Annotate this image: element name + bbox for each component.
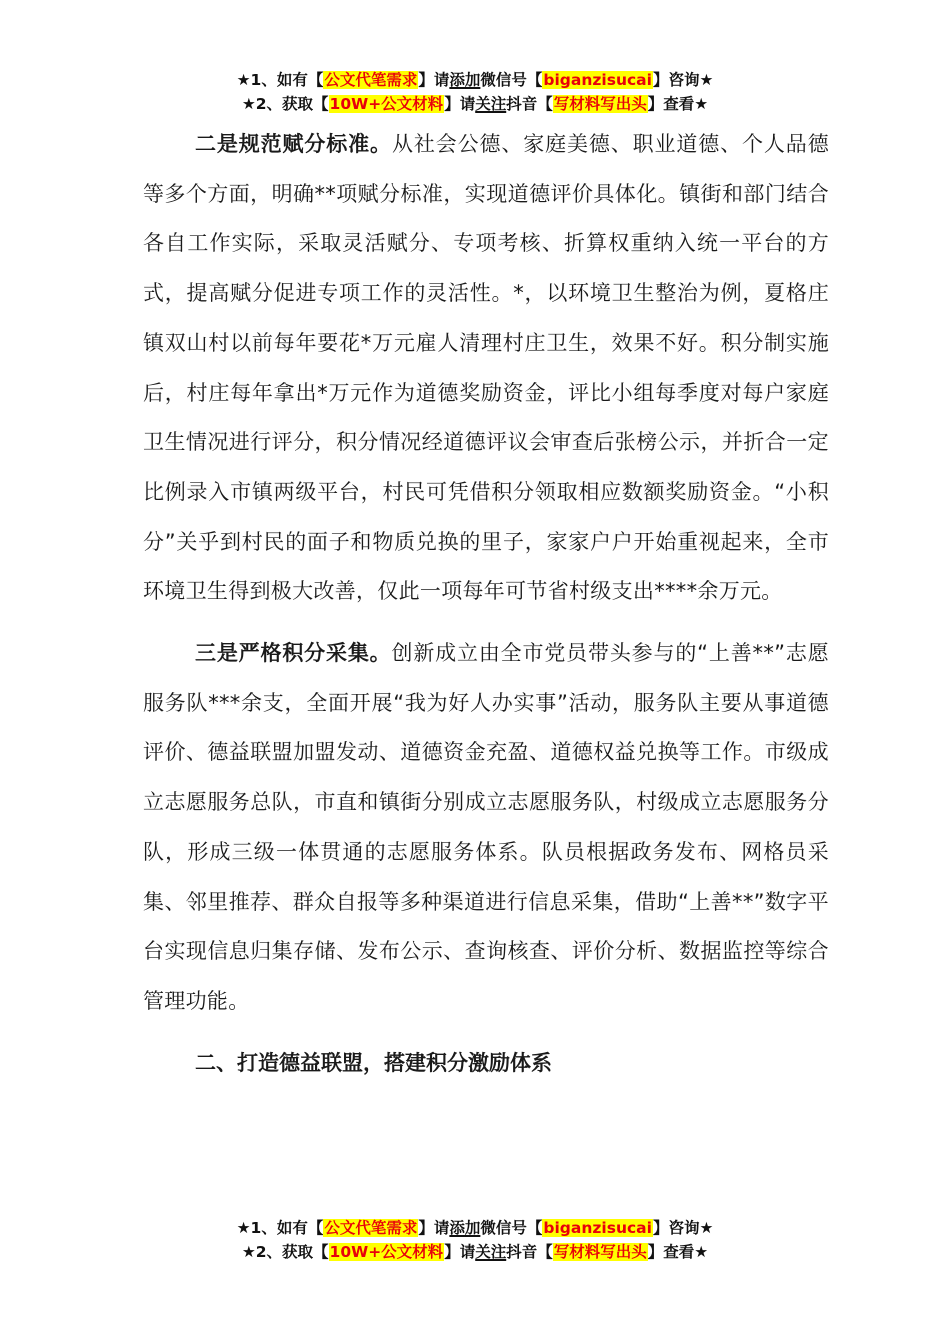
document-body [143,120,829,1088]
emphasis-text: 添加 [449,71,481,89]
paragraph-lead: 二是规范赋分标准。 [195,132,392,156]
paragraph-scoring-standards [143,120,829,617]
highlight-wechat-id: biganzisucai [543,1219,652,1237]
highlight-douyin-id: 写材料写出头 [553,1243,647,1261]
banner-text: 】请 [444,1243,476,1261]
banner-text: 】请 [418,71,450,89]
emphasis-text: 添加 [449,1219,481,1237]
paragraph-text: 创新成立由全市党员带头参与的“上善**”志愿服务队***余支，全面开展“我为好人办实事”活动，服务队主要从事道德评价、德益联盟加盟发动、道德资金充盈、道德权益兑换等工作。市级成立志愿服务总队，市直和镇街分别成立志愿服务队，村级成立志愿服务分队，形成三级一体贯通的志愿服务体系。队员根据政务发布、网格员采集、邻里推荐、群众自报等多种渠道进行信息采集，借助“上善**”数字平台实现信息归集存储、发布公示、查询核查、评价分析、数据监控等综合管理功能。 [143,641,830,1013]
paragraph-lead: 三是严格积分采集。 [195,641,392,666]
emphasis-text: 关注 [475,95,507,113]
banner-text: 抖音【 [506,1243,553,1261]
banner-text: 】请 [444,95,476,113]
highlight-service: 公文代笔需求 [324,1219,418,1237]
highlight-wechat-id: biganzisucai [543,71,652,89]
banner-text: ★1、如有【 [236,1219,324,1237]
banner-line-1 [0,1216,950,1240]
highlight-service: 公文代笔需求 [324,71,418,89]
banner-text: 微信号【 [480,1219,543,1237]
footer-banner [0,1216,950,1264]
header-banner [0,68,950,116]
banner-line-2 [0,1240,950,1264]
banner-text: 】请 [418,1219,450,1237]
banner-text: ★1、如有【 [236,71,324,89]
highlight-douyin-id: 写材料写出头 [553,95,647,113]
banner-line-1 [0,68,950,92]
banner-text: 微信号【 [480,71,543,89]
banner-text: 】咨询★ [652,1219,714,1237]
banner-text: ★2、获取【 [241,1243,329,1261]
banner-text: 】咨询★ [652,71,714,89]
banner-text: 】查看★ [647,1243,709,1261]
section-heading: 二、打造德益联盟，搭建积分激励体系 [195,1050,552,1075]
highlight-materials: 10W+公文材料 [329,95,444,113]
banner-text: 抖音【 [506,95,553,113]
banner-text: ★2、获取【 [241,95,329,113]
paragraph-text: 从社会公德、家庭美德、职业道德、个人品德等多个方面，明确**项赋分标准，实现道德评价具体化。镇街和部门结合各自工作实际，采取灵活赋分、专项考核、折算权重纳入统一平台的方式，提高赋分促进专项工作的灵活性。*，以环境卫生整治为例，夏格庄镇双山村以前每年要花*万元雇人清理村庄卫生，效果不好。积分制实施后，村庄每年拿出*万元作为道德奖励资金，评比小组每季度对每户家庭卫生情况进行评分，积分情况经道德评议会审查后张榜公示，并折合一定比例录入市镇两级平台，村民可凭借积分领取相应数额奖励资金。“小积分”关乎到村民的面子和物质兑换的里子，家家户户开始重视起来，全市环境卫生得到极大改善，仅此一项每年可节省村级支出****余万元。 [143,132,829,604]
emphasis-text: 关注 [475,1243,507,1261]
paragraph-points-collection [143,629,829,1027]
highlight-materials: 10W+公文材料 [329,1243,444,1261]
banner-line-2 [0,92,950,116]
banner-text: 】查看★ [647,95,709,113]
